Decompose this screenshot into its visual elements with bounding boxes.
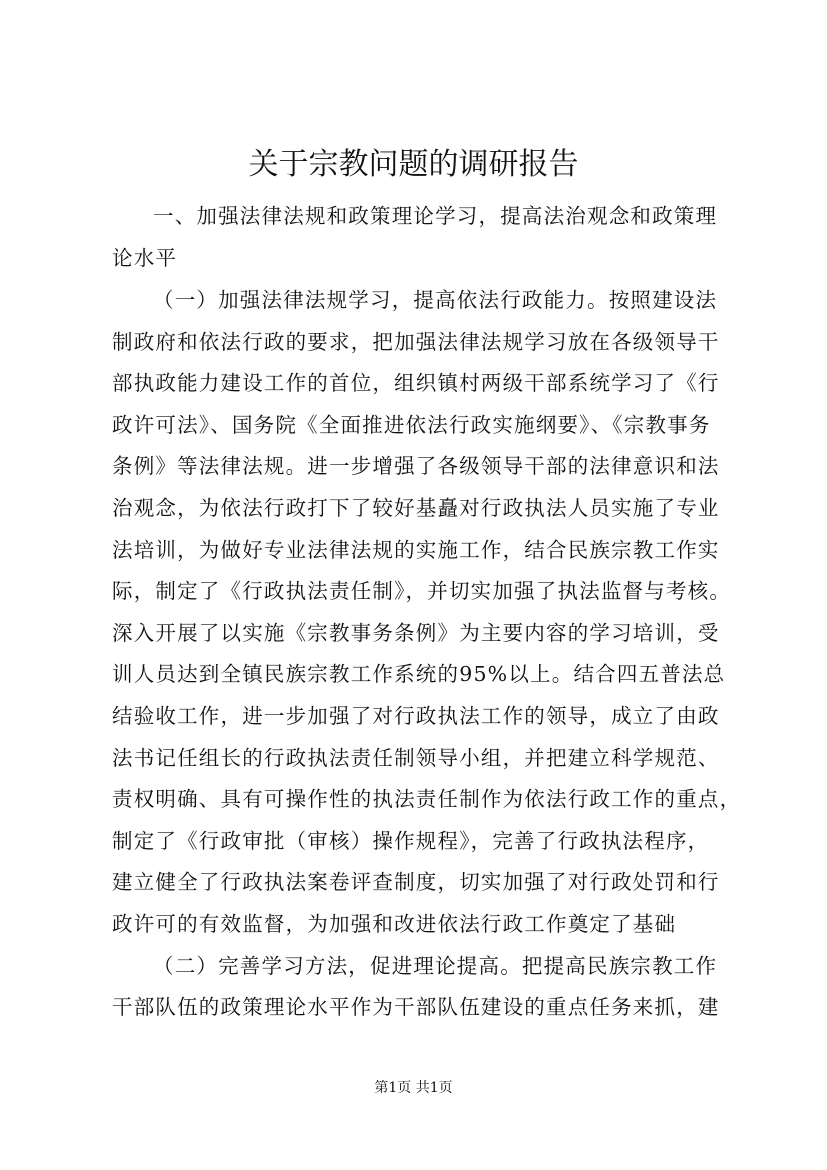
document-title: 关于宗教问题的调研报告 (248, 147, 579, 182)
text-line: 制政府和依法行政的要求，把加强法律法规学习放在各级领导干 (112, 329, 720, 354)
text-line: 治观念，为依法行政打下了较好基矗对行政执法人员实施了专业 (112, 495, 720, 520)
text-line: 制定了《行政审批（审核）操作规程》，完善了行政执法程序， (112, 828, 710, 853)
text-line: 政许可的有效监督，为加强和改进依法行政工作奠定了基础 (112, 911, 677, 936)
paragraph-1 (112, 280, 744, 1029)
text-line: 法书记任组长的行政执法责任制领导小组，并把建立科学规范、 (112, 745, 720, 770)
text-line: 结验收工作，进一步加强了对行政执法工作的领导，成立了由政 (112, 703, 720, 728)
text-line: 条例》等法律法规。进一步增强了各级领导干部的法律意识和法 (112, 454, 720, 479)
text-line: 政许可法》、国务院《全面推进依法行政实施纲要》、《宗教事务 (112, 412, 711, 437)
text-line: （一）加强法律法规学习，提高依法行政能力。按照建设法 (153, 288, 718, 312)
text-line: 法培训，为做好专业法律法规的实施工作，结合民族宗教工作实 (112, 537, 720, 562)
text-line: 责权明确、具有可操作性的执法责任制作为依法行政工作的重点， (112, 787, 742, 812)
text-line: 深入开展了以实施《宗教事务条例》为主要内容的学习培训，受 (112, 620, 720, 645)
section-heading-1 (112, 196, 744, 279)
text-line: 论水平 (112, 245, 178, 270)
page-footer: 第1页 共1页 (374, 1080, 453, 1096)
text-line: 建立健全了行政执法案卷评查制度，切实加强了对行政处罚和行 (112, 870, 720, 895)
text-line: 部执政能力建设工作的首位，组织镇村两级干部系统学习了《行 (112, 371, 720, 396)
text-line: 干部队伍的政策理论水平作为干部队伍建设的重点任务来抓，建 (112, 995, 720, 1020)
text-line: 训人员达到全镇民族宗教工作系统的95%以上。结合四五普法总 (112, 662, 726, 687)
text-line: 一、加强法律法规和政策理论学习，提高法治观念和政策理 (153, 204, 718, 228)
text-line: （二）完善学习方法，促进理论提高。把提高民族宗教工作 (153, 953, 718, 978)
text-line: 际，制定了《行政执法责任制》，并切实加强了执法监督与考核。 (112, 579, 732, 604)
